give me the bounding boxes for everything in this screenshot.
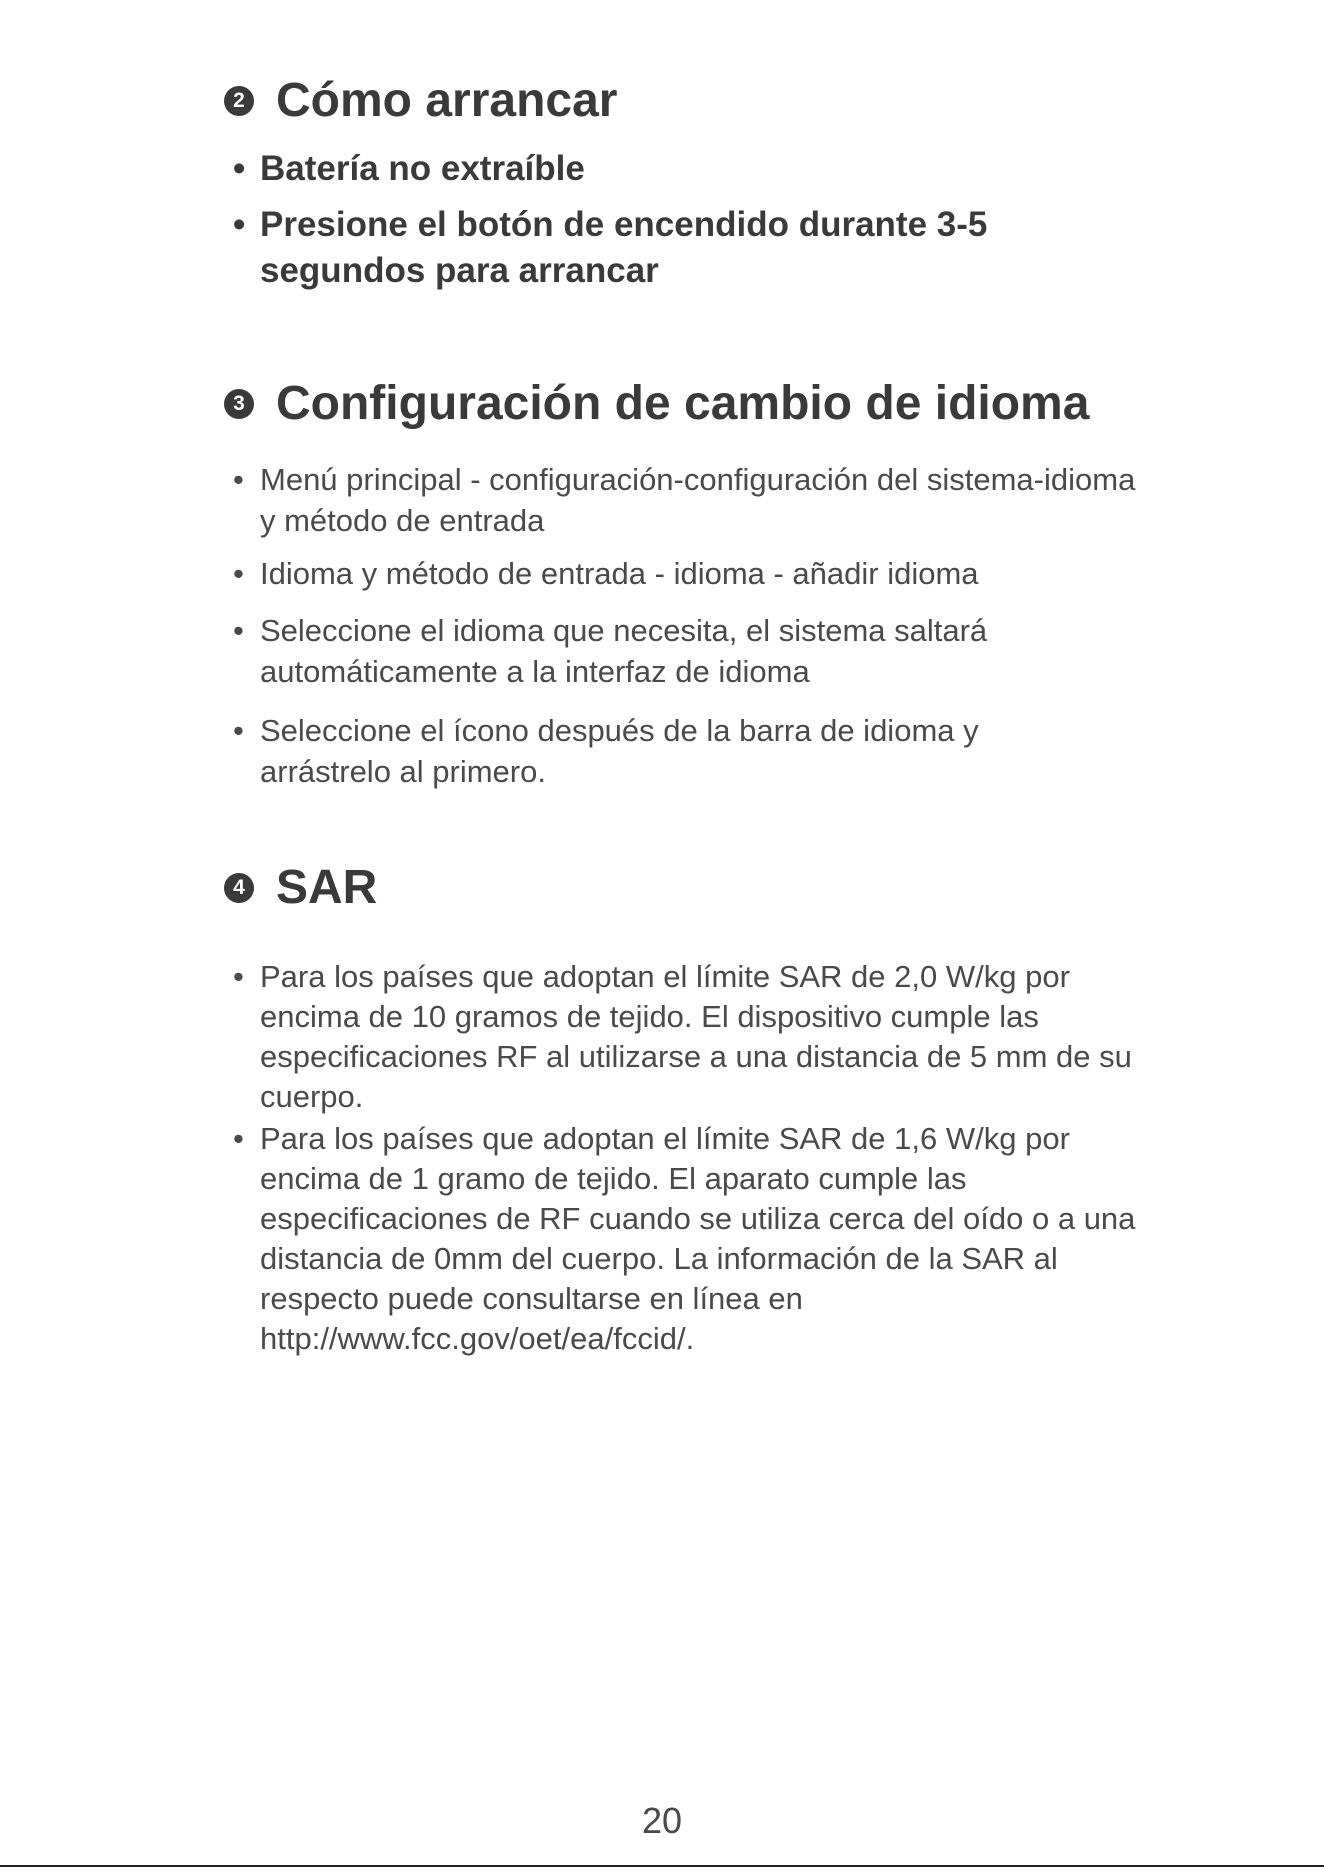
page-bottom-rule	[0, 1865, 1324, 1867]
list-item-text: Seleccione el idioma que necesita, el sistema saltará automáticamente a la interfaz de idioma	[260, 612, 988, 689]
bullet-dot: •	[233, 712, 244, 748]
list-item-text: Para los países que adoptan el límite SAR de 2,0 W/kg por encima de 10 gramos de tejido. El dispositivo cumple las especificaciones RF al utilizarse a una distancia de 5 mm de su cuerpo.	[260, 958, 1132, 1114]
section-number-badge: 2	[224, 86, 254, 116]
list-item-text: Menú principal - configuración-configuración del sistema-idioma y método de entrada	[260, 461, 1136, 538]
bullet-dot: •	[233, 148, 246, 188]
list-item	[224, 610, 1040, 692]
section-sar	[224, 862, 1144, 1359]
section-how-to-start	[224, 75, 1144, 304]
section-language-settings	[224, 378, 1144, 792]
list-item-text: Batería no extraíble	[260, 148, 585, 188]
bullet-dot: •	[233, 612, 244, 648]
section-number-badge: 4	[224, 873, 254, 903]
bullet-dot: •	[233, 958, 244, 994]
section-title: Configuración de cambio de idioma	[276, 377, 1090, 430]
list-item-text: Seleccione el ícono después de la barra de idioma y arrástrelo al primero.	[260, 712, 979, 789]
list-item	[224, 1119, 1144, 1359]
list-item	[224, 710, 1040, 792]
list-item	[224, 146, 1144, 192]
list-item-text: Idioma y método de entrada - idioma - añadir idioma	[260, 555, 979, 591]
section-title: SAR	[276, 861, 378, 914]
section-heading	[224, 75, 1144, 128]
list-item-text: Para los países que adoptan el límite SAR de 1,6 W/kg por encima de 1 gramo de tejido. El aparato cumple las especificaciones de RF cuando se utiliza cerca del oído o a una distancia de 0mm del cuerpo. La información de la SAR al respecto puede consultarse en línea en http://www.fcc.gov/oet/ea/fccid/.	[260, 1120, 1136, 1356]
bullet-dot: •	[233, 555, 244, 591]
bullet-list	[224, 957, 1144, 1359]
list-item	[224, 459, 1144, 541]
page-number: 20	[641, 1800, 683, 1841]
list-item-text: Presione el botón de encendido durante 3-5 segundos para arrancar	[260, 204, 988, 290]
list-item	[224, 553, 1144, 594]
section-title: Cómo arrancar	[276, 74, 618, 127]
list-item	[224, 202, 1080, 294]
list-item	[224, 957, 1144, 1117]
bullet-dot: •	[233, 461, 244, 497]
bullet-dot: •	[233, 1120, 244, 1156]
bullet-list	[224, 459, 1144, 792]
bullet-dot: •	[233, 204, 246, 244]
section-heading	[224, 862, 1144, 915]
bullet-list	[224, 146, 1144, 294]
section-number-badge: 3	[224, 389, 254, 419]
section-heading	[224, 378, 1144, 431]
